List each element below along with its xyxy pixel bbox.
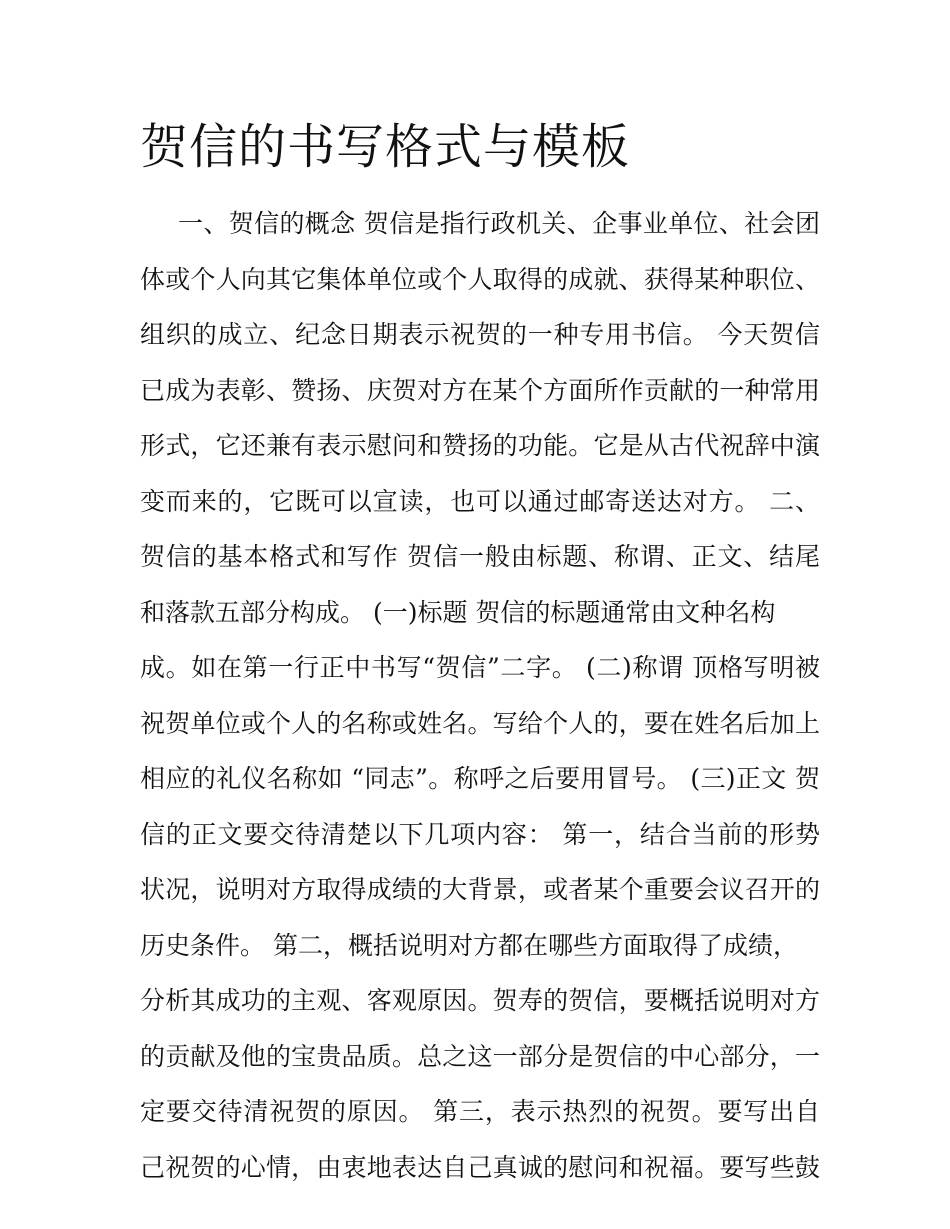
body-line: 一、贺信的概念 贺信是指行政机关、企事业单位、社会团 [178,209,820,238]
body-line: 体或个人向其它集体单位或个人取得的成就、获得某种职位、 [140,264,820,294]
body-line: 信的正文要交待清楚以下几项内容： 第一，结合当前的形势 [140,819,820,849]
body-line: 的贡献及他的宝贵品质。总之这一部分是贺信的中心部分，一 [140,1041,820,1071]
body-line: 贺信的基本格式和写作 贺信一般由标题、称谓、正文、结尾 [140,542,820,571]
body-line: 定要交待清祝贺的原因。 第三，表示热烈的祝贺。要写出自 [140,1097,820,1126]
document-title: 贺信的书写格式与模板 [140,119,631,175]
body-line: 历史条件。 第二，概括说明对方都在哪些方面取得了成绩， [140,930,798,960]
body-line: 已成为表彰、赞扬、庆贺对方在某个方面所作贡献的一种常用 [140,375,820,405]
body-line: 成。如在第一行正中书写“贺信”二字。 (二)称谓 顶格写明被 [140,653,820,682]
body-line: 己祝贺的心情，由衷地表达自己真诚的慰问和祝福。要写些鼓 [140,1152,820,1182]
body-line: 状况，说明对方取得成绩的大背景，或者某个重要会议召开的 [140,875,820,904]
body-line: 组织的成立、纪念日期表示祝贺的一种专用书信。 今天贺信 [140,320,820,349]
document-body [140,200,820,1199]
body-line: 形式，它还兼有表示慰问和赞扬的功能。它是从古代祝辞中演 [140,431,820,460]
body-line: 变而来的，它既可以宣读，也可以通过邮寄送达对方。 二、 [140,486,820,516]
body-line: 祝贺单位或个人的名称或姓名。写给个人的，要在姓名后加上 [140,708,820,738]
body-line: 和落款五部分构成。 (一)标题 贺信的标题通常由文种名构 [140,597,776,627]
body-line: 相应的礼仪名称如 “同志”。称呼之后要用冒号。 (三)正文 贺 [140,764,820,793]
body-line: 分析其成功的主观、客观原因。贺寿的贺信，要概括说明对方 [140,986,820,1015]
